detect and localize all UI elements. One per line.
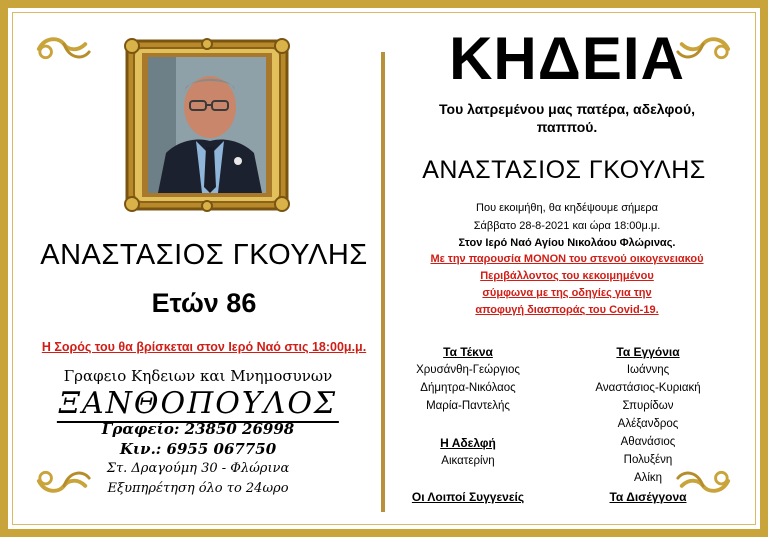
funeral-home-service: Εξυπηρέτηση όλο το 24ωρο <box>107 481 289 496</box>
grandchild-name: Πολυξένη <box>623 454 673 466</box>
child-name: Χρυσάνθη-Γεώργιος <box>416 364 520 376</box>
grandchild-name: Ιωάννης <box>626 364 670 376</box>
funeral-home-address: Στ. Δραγούμη 30 - Φλώρινα <box>106 461 290 476</box>
great-grandchildren-heading: Τα Δισέγγονα <box>609 490 687 504</box>
sister-name: Αικατερίνη <box>441 455 495 467</box>
covid-notice-line-3: σύμφωνα με της οδηγίες για την <box>482 287 652 299</box>
grandchild-name: Αθανάσιος <box>620 436 676 448</box>
grandchildren-heading: Τα Εγγόνια <box>616 345 680 359</box>
child-name: Δήμητρα-Νικόλαος <box>420 382 516 394</box>
grandchild-name: Σπυρίδων <box>622 400 674 412</box>
column-divider <box>381 52 385 512</box>
covid-notice-line-2: Περιβάλλοντος του κεκοιμημένου <box>480 270 654 282</box>
funeral-home-name: ΞΑΝΘΟΠΟΥΛΟΣ <box>58 386 338 421</box>
grandchild-name: Αλίκη <box>633 472 663 484</box>
funeral-title: ΚΗΔΕΙΑ <box>449 25 685 92</box>
funeral-detail-2: Σάββατο 28-8-2021 και ώρα 18:00μ.μ. <box>473 220 661 232</box>
intro-line-2: παππού. <box>536 119 598 135</box>
scroll-ornament-icon <box>35 32 93 66</box>
covid-notice-line-4: αποφυγή διασποράς του Covid-19. <box>475 304 659 316</box>
sister-heading: Η Αδελφή <box>440 436 496 450</box>
funeral-detail-3: Στον Ιερό Ναό Αγίου Νικολάου Φλώρινας. <box>458 237 676 249</box>
funeral-home-tagline: Γραφειο Κηδειων και Μνημοσυνων <box>63 367 333 385</box>
deceased-name-right: ΑΝΑΣΤΑΣΙΟΣ ΓΚΟΥΛΗΣ <box>422 156 706 184</box>
covid-notice-line-1: Με την παρουσία ΜΟΝΟΝ του στενού οικογενειακού <box>430 253 704 265</box>
funeral-home-office-phone: Γραφείο: 23850 26998 <box>101 420 295 438</box>
portrait-photo <box>148 57 266 193</box>
portrait-person-image <box>148 57 266 193</box>
children-heading: Τα Τέκνα <box>443 345 493 359</box>
casket-notice: Η Σορός του θα βρίσκεται στον Ιερό Ναό στις 18:00μ.μ. <box>41 340 367 354</box>
other-relatives-heading: Οι Λοιποί Συγγενείς <box>411 490 525 504</box>
intro-line-1: Του λατρεμένου μας πατέρα, αδελφού, <box>439 101 695 117</box>
grandchild-name: Αλέξανδρος <box>617 418 679 430</box>
child-name: Μαρία-Παντελής <box>426 400 510 412</box>
funeral-home-mobile-phone: Κιν.: 6955 067750 <box>119 440 277 458</box>
grandchild-name: Αναστάσιος-Κυριακή <box>595 382 701 394</box>
funeral-detail-1: Που εκοιμήθη, θα κηδέψουμε σήμερα <box>476 202 658 214</box>
deceased-name-left: ΑΝΑΣΤΑΣΙΟΣ ΓΚΟΥΛΗΣ <box>40 239 368 271</box>
portrait-photo-frame <box>124 38 290 212</box>
scroll-ornament-icon <box>35 464 93 498</box>
age-label: Ετών 86 <box>151 288 257 318</box>
